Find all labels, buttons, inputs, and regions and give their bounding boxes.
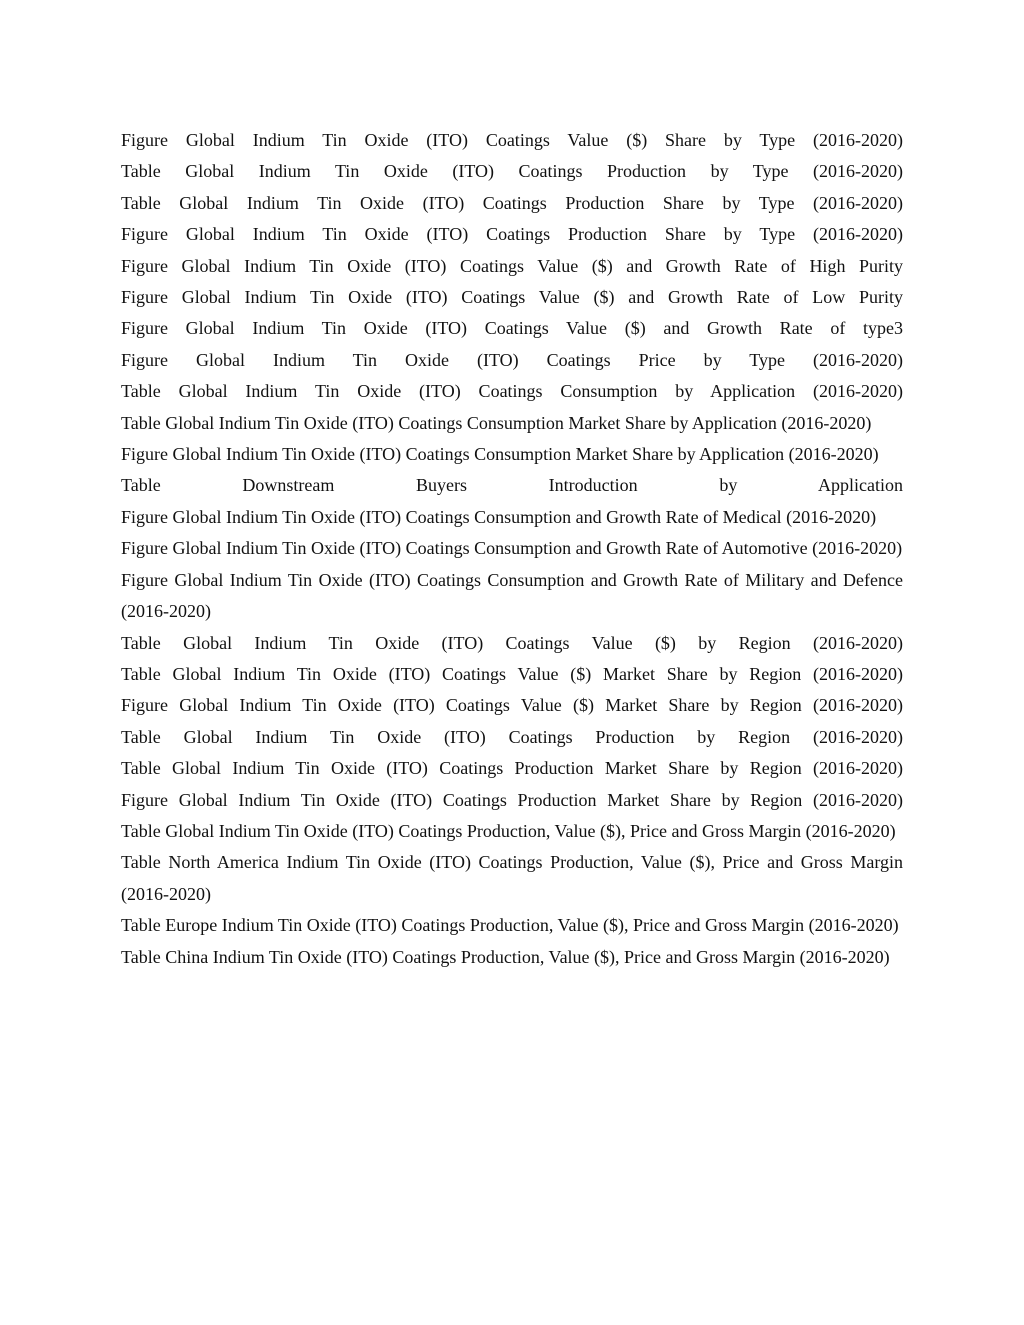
list-item: Figure Global Indium Tin Oxide (ITO) Coatings Consumption Market Share by Application (2016-2020) [121,444,879,465]
list-item: Figure Global Indium Tin Oxide (ITO) Coatings Value ($) and Growth Rate of High Purity [121,255,903,276]
list-item: Figure Global Indium Tin Oxide (ITO) Coatings Consumption and Growth Rate of Medical (2016-2020) [121,506,877,527]
document-page [121,125,903,973]
list-item: Figure Global Indium Tin Oxide (ITO) Coatings Production Market Share by Region (2016-2020) [121,789,903,810]
list-item: Table Global Indium Tin Oxide (ITO) Coatings Value ($) Market Share by Region (2016-2020) [121,663,903,684]
list-item: Figure Global Indium Tin Oxide (ITO) Coatings Production Share by Type (2016-2020) [121,224,903,245]
list-item: Table Global Indium Tin Oxide (ITO) Coatings Consumption by Application (2016-2020) [121,381,903,402]
list-item: Figure Global Indium Tin Oxide (ITO) Coatings Value ($) Share by Type (2016-2020) [121,130,903,150]
list-item: Figure Global Indium Tin Oxide (ITO) Coatings Price by Type (2016-2020) [121,349,903,370]
list-item: Table Europe Indium Tin Oxide (ITO) Coatings Production, Value ($), Price and Gross Margin (2016-2020) [121,915,899,936]
list-item: Figure Global Indium Tin Oxide (ITO) Coatings Value ($) Market Share by Region (2016-2020) [121,695,903,716]
list-item: Figure Global Indium Tin Oxide (ITO) Coatings Value ($) and Growth Rate of Low Purity [121,287,903,308]
list-item: Figure Global Indium Tin Oxide (ITO) Coatings Value ($) and Growth Rate of type3 [121,318,903,339]
list-item: Table China Indium Tin Oxide (ITO) Coatings Production, Value ($), Price and Gross Margin (2016-2020) [121,946,890,967]
list-item: Table North America Indium Tin Oxide (ITO) Coatings Production, Value ($), Price and Gross Margin (2016-2020) [121,852,903,904]
list-item: Table Global Indium Tin Oxide (ITO) Coatings Consumption Market Share by Application (2016-2020) [121,412,872,433]
list-item: Figure Global Indium Tin Oxide (ITO) Coatings Consumption and Growth Rate of Automotive (2016-2020) [121,538,903,559]
list-item: Table Global Indium Tin Oxide (ITO) Coatings Production by Region (2016-2020) [121,726,903,747]
list-item: Table Global Indium Tin Oxide (ITO) Coatings Production Market Share by Region (2016-2020) [121,758,903,779]
list-item: Table Global Indium Tin Oxide (ITO) Coatings Value ($) by Region (2016-2020) [121,632,903,653]
list-item: Table Global Indium Tin Oxide (ITO) Coatings Production Share by Type (2016-2020) [121,192,903,213]
list-item: Table Downstream Buyers Introduction by Application [121,475,903,496]
list-item: Figure Global Indium Tin Oxide (ITO) Coatings Consumption and Growth Rate of Military and Defence (2016-2020) [121,569,903,622]
list-item: Table Global Indium Tin Oxide (ITO) Coatings Production by Type (2016-2020) [121,161,903,182]
list-item: Table Global Indium Tin Oxide (ITO) Coatings Production, Value ($), Price and Gross Margin (2016-2020) [121,820,896,841]
